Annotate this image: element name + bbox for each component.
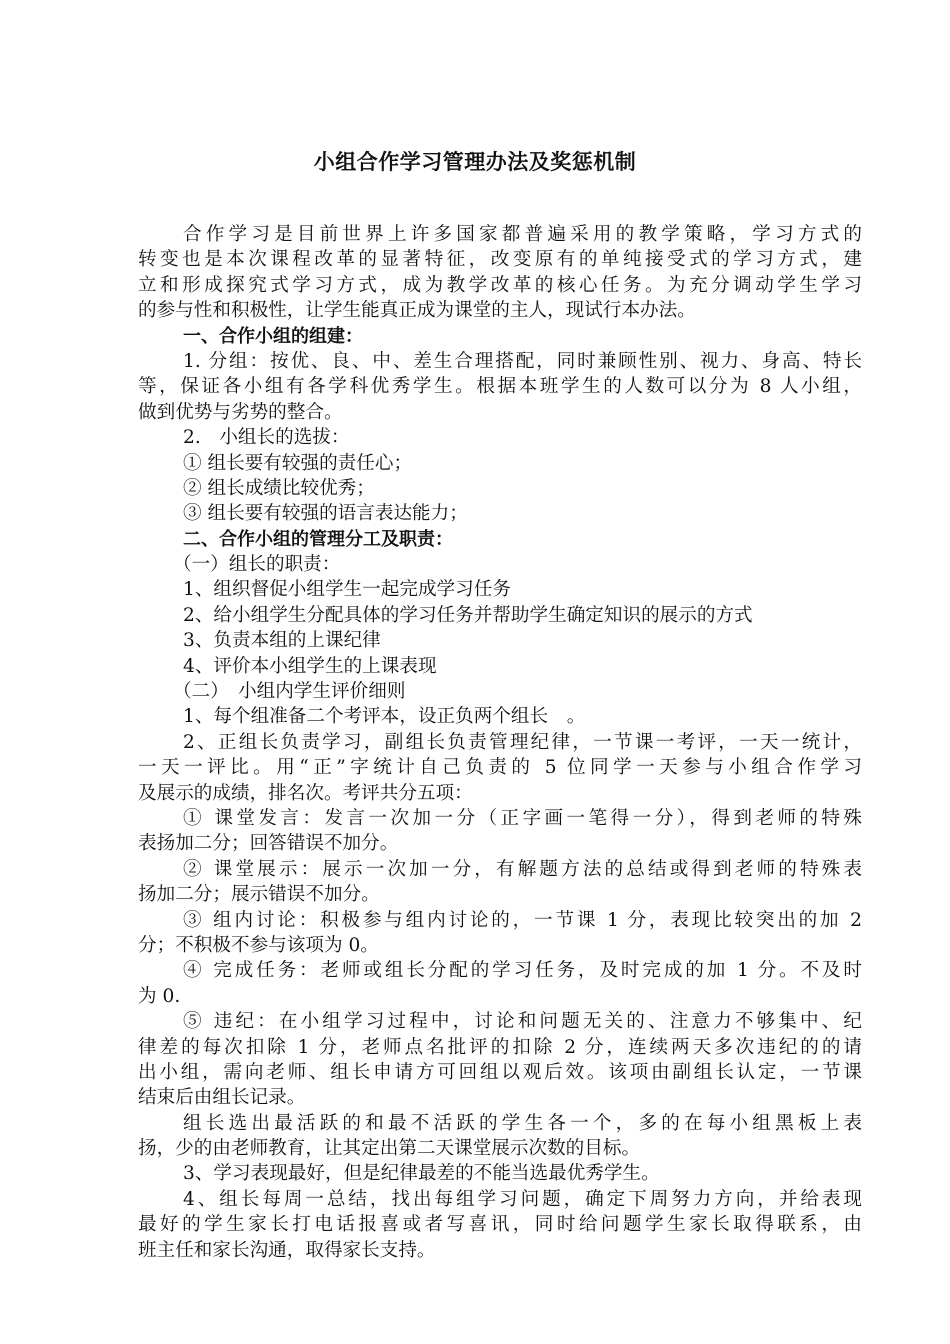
text-line: ③ 组长要有较强的语言表达能力； [183, 503, 468, 525]
text-line: 4、组长每周一总结，找出每组学习问题，确定下周努力方向，并给表现 [183, 1188, 862, 1210]
text-line: 为 0. [138, 985, 181, 1007]
text-line: ① 组长要有较强的责任心； [183, 452, 413, 474]
text-line: 扬，少的由老师教育，让其定出第二天课堂展示次数的目标。 [138, 1138, 641, 1160]
text-line: 一天一评比。用“正”字统计自己负责的 5 位同学一天参与小组合作学习 [138, 757, 862, 779]
text-line: ⑤ 违纪：在小组学习过程中，讨论和问题无关的、注意力不够集中、纪 [183, 1011, 862, 1033]
text-line: ③ 组内讨论：积极参与组内讨论的，一节课 1 分，表现比较突出的加 2 [183, 909, 862, 931]
text-line: 的参与性和积极性，让学生能真正成为课堂的主人，现试行本办法。 [138, 300, 696, 322]
text-line: ② 课堂展示：展示一次加一分，有解题方法的总结或得到老师的特殊表 [183, 858, 862, 880]
text-line: 等，保证各小组有各学科优秀学生。根据本班学生的人数可以分为 8 人小组， [138, 376, 862, 398]
text-line: 出小组，需向老师、组长申请方可回组以观后效。该项由副组长认定，一节课 [138, 1061, 862, 1083]
text-line: 2. 小组长的选拔： [183, 427, 350, 449]
text-line: 做到优势与劣势的整合。 [138, 401, 343, 423]
text-line: 立和形成探究式学习方式，成为教学改革的核心任务。为充分调动学生学习 [138, 274, 862, 296]
text-line: 3、负责本组的上课纪律 [183, 630, 381, 652]
text-line: 3、学习表现最好，但是纪律最差的不能当选最优秀学生。 [183, 1163, 660, 1185]
text-line: 扬加二分；展示错误不加分。 [138, 884, 380, 906]
text-line: 1、每个组准备二个考评本，设正负两个组长 。 [183, 706, 586, 728]
text-line: 转变也是本次课程改革的显著特征，改变原有的单纯接受式的学习方式，建 [138, 249, 862, 271]
text-line: 合作学习是目前世界上许多国家都普遍采用的教学策略，学习方式的 [183, 224, 862, 245]
text-line: ① 课堂发言：发言一次加一分（正字画一笔得一分），得到老师的特殊 [183, 807, 862, 829]
text-line: 组长选出最活跃的和最不活跃的学生各一个，多的在每小组黑板上表 [183, 1112, 862, 1134]
text-line: 1、组织督促小组学生一起完成学习任务 [183, 579, 511, 601]
section-heading: 二、合作小组的管理分工及职责： [183, 528, 453, 550]
text-line: 分；不积极不参与该项为 0。 [138, 934, 379, 956]
section-heading: 一、合作小组的组建： [183, 325, 363, 347]
text-line: 最好的学生家长打电话报喜或者写喜讯，同时给问题学生家长取得联系，由 [138, 1214, 862, 1236]
text-line: （一）组长的职责： [173, 554, 341, 576]
text-line: 结束后由组长记录。 [138, 1087, 306, 1109]
text-line: 律差的每次扣除 1 分，老师点名批评的扣除 2 分，连续两天多次违纪的的请 [138, 1036, 862, 1058]
document-body [138, 222, 862, 1263]
text-line: 4、评价本小组学生的上课表现 [183, 655, 437, 677]
text-line: ② 组长成绩比较优秀； [183, 477, 375, 499]
text-line: 表扬加二分；回答错误不加分。 [138, 833, 399, 855]
text-line: 1. 分组：按优、良、中、差生合理搭配，同时兼顾性别、视力、身高、特长 [183, 350, 862, 372]
text-line: ④ 完成任务：老师或组长分配的学习任务，及时完成的加 1 分。不及时 [183, 960, 862, 982]
text-line: 2、正组长负责学习，副组长负责管理纪律，一节课一考评，一天一统计， [183, 731, 862, 753]
text-line: 班主任和家长沟通，取得家长支持。 [138, 1239, 436, 1261]
document-title: 小组合作学习管理办法及奖惩机制 [313, 150, 637, 174]
text-line: 及展示的成绩，排名次。考评共分五项： [138, 782, 473, 804]
text-line: 2、给小组学生分配具体的学习任务并帮助学生确定知识的展示的方式 [183, 604, 753, 626]
text-line: （二） 小组内学生评价细则 [173, 681, 406, 703]
